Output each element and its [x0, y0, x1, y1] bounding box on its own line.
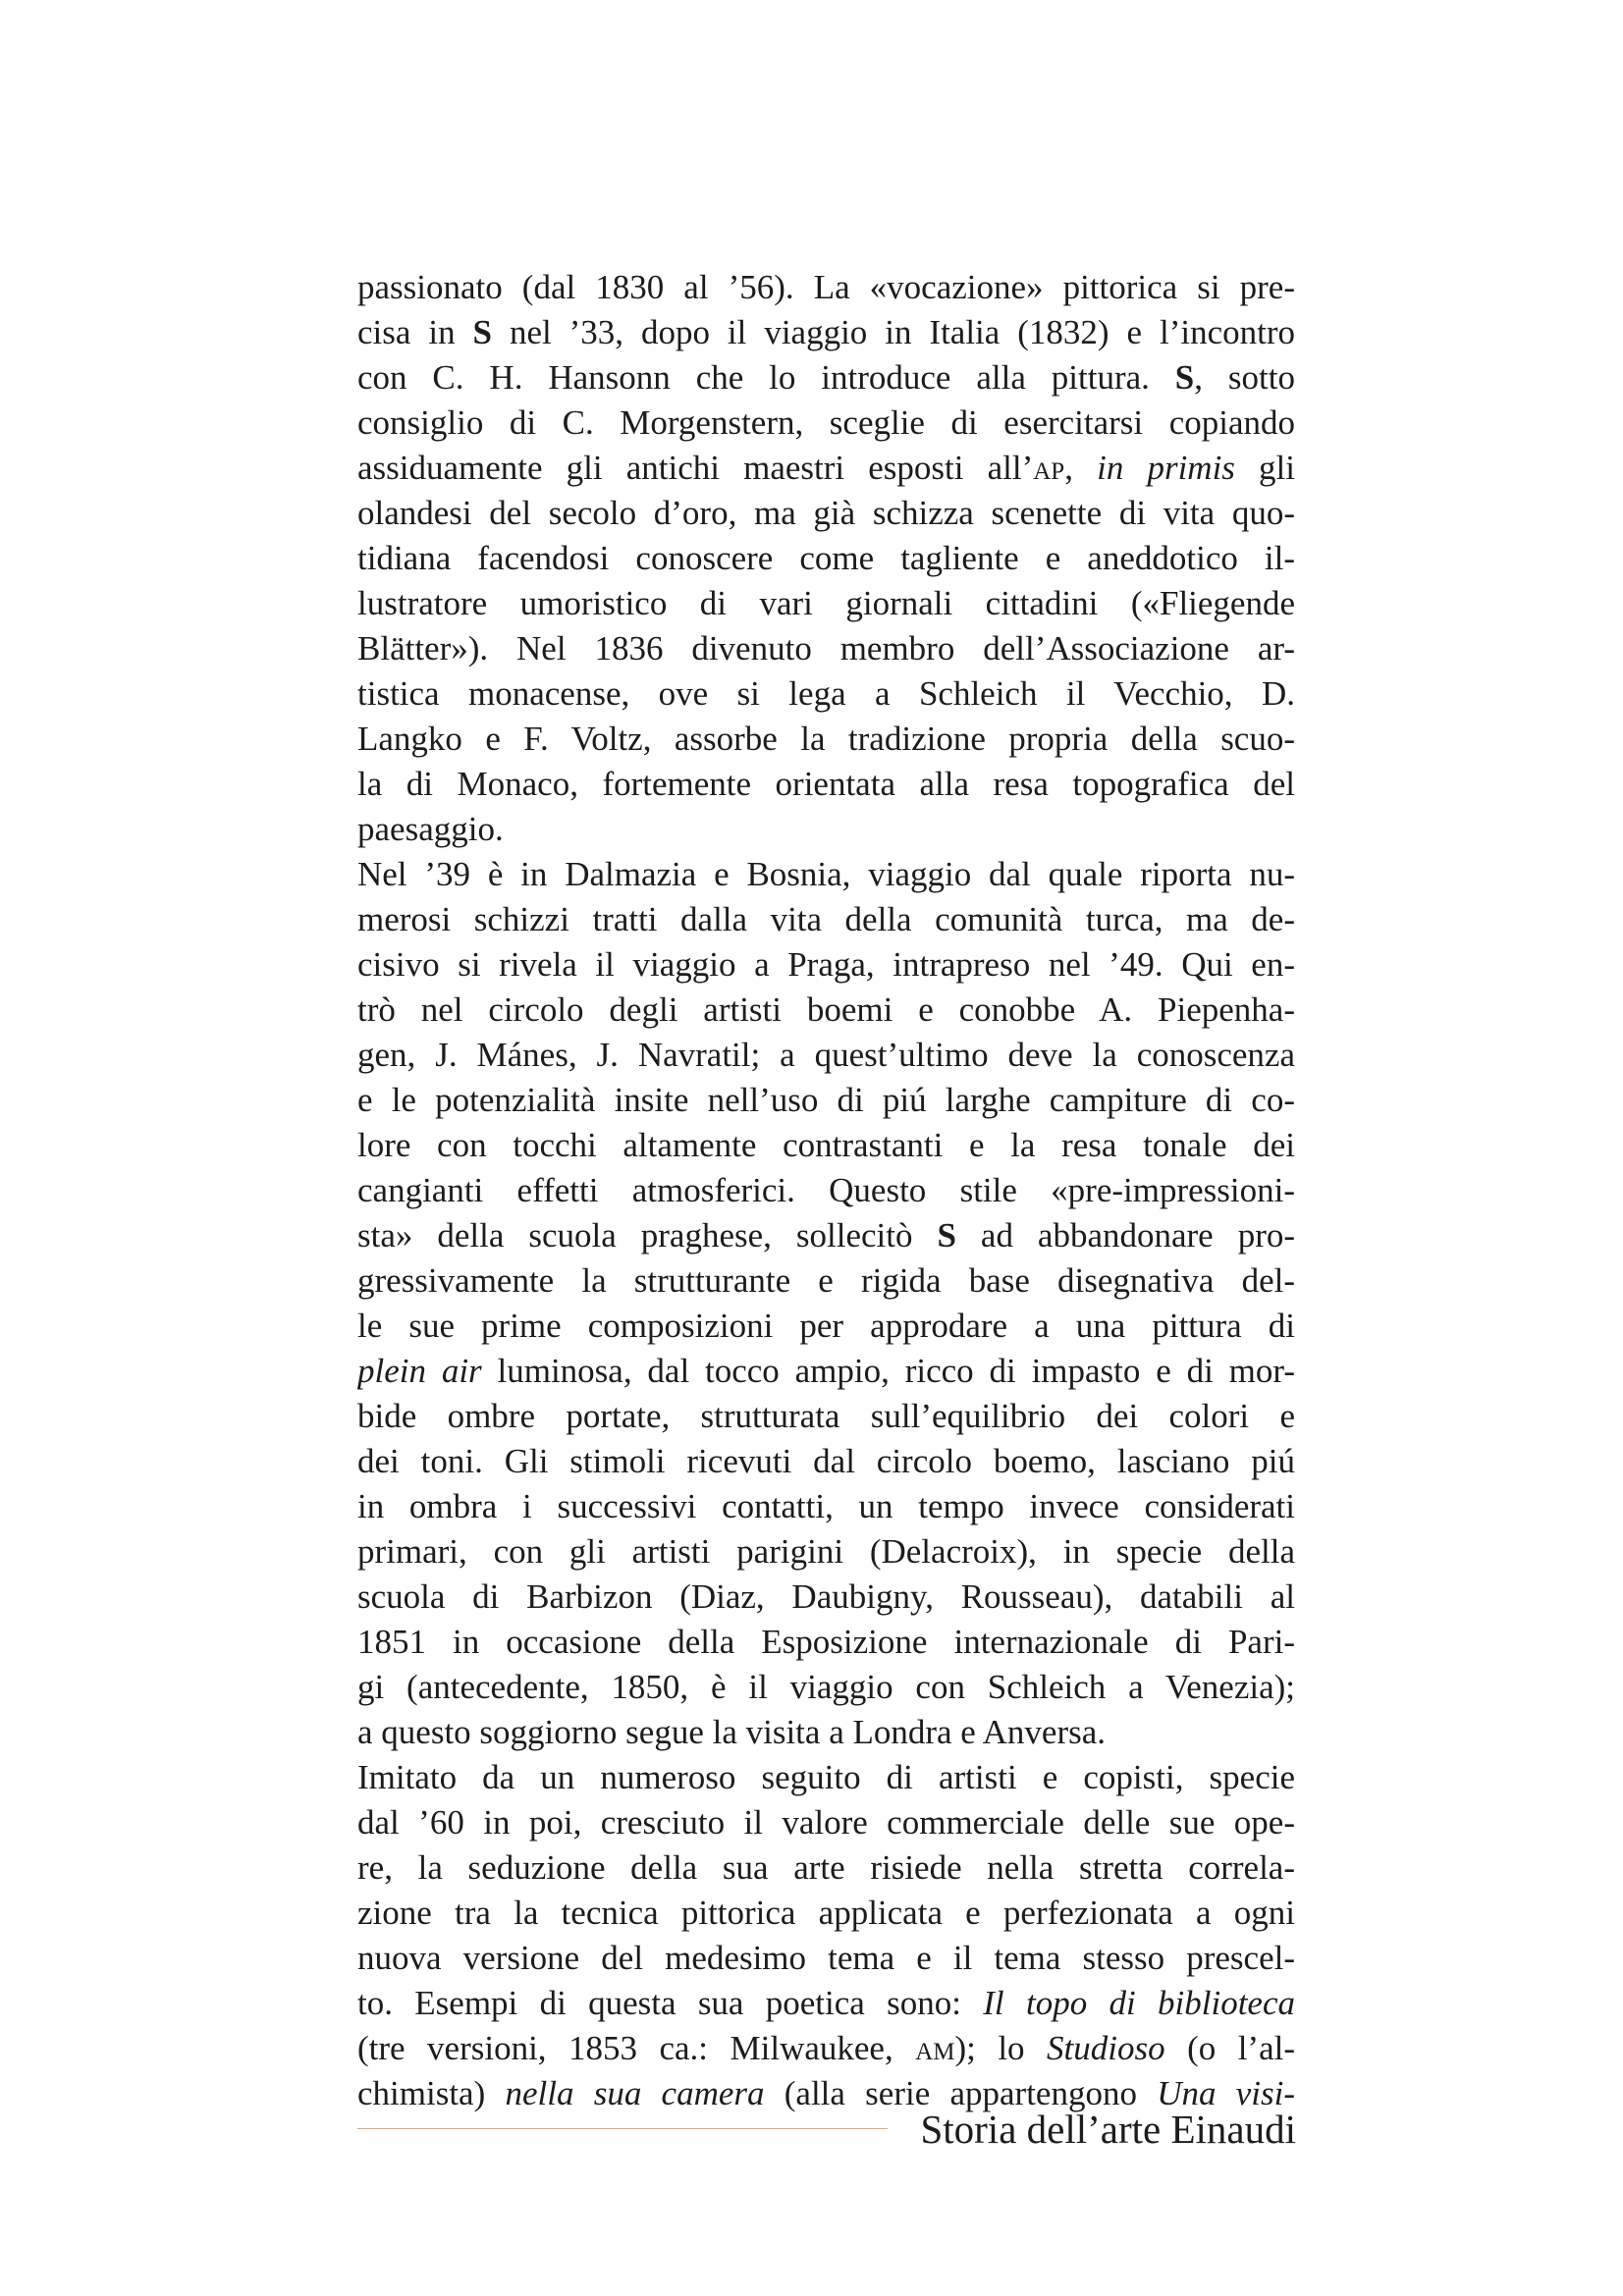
text-run: la di Monaco, fortemente orientata alla resa topografica del	[357, 765, 1295, 803]
text-run: lustratore umoristico di vari giornali cittadini («Fliegende	[357, 584, 1295, 622]
text-run: ad abbandonare pro-	[955, 1216, 1295, 1255]
text-run: scuola di Barbizon (Diaz, Daubigny, Rousseau), databili al	[357, 1577, 1295, 1616]
italic-text: Una visi-	[1157, 2074, 1295, 2112]
text-run: to. Esempi di questa sua poetica sono:	[357, 1984, 984, 2022]
italic-text: in primis	[1097, 449, 1235, 487]
text-run: consiglio di C. Morgenstern, sceglie di esercitarsi copiando	[357, 403, 1295, 442]
text-line	[357, 446, 1295, 491]
text-run: cisa in	[357, 313, 473, 351]
text-run: le sue prime composizioni per approdare a una pittura di	[357, 1307, 1295, 1345]
text-run: merosi schizzi tratti dalla vita della comunità turca, ma de-	[357, 900, 1295, 938]
text-run: trò nel circolo degli artisti boemi e conobbe A. Piepenha-	[357, 990, 1295, 1029]
text-line	[357, 717, 1295, 762]
text-line	[357, 942, 1295, 988]
bold-text: S	[472, 313, 492, 351]
text-run: primari, con gli artisti parigini (Delacroix), in specie della	[357, 1532, 1295, 1571]
text-run: ); lo	[954, 2029, 1048, 2067]
text-line	[357, 581, 1295, 626]
text-line	[357, 762, 1295, 807]
text-run: luminosa, dal tocco ampio, ricco di impasto e di mor-	[481, 1352, 1295, 1390]
italic-text: nella sua camera	[505, 2074, 765, 2112]
italic-text: plein air	[357, 1352, 482, 1390]
text-run: Nel ’39 è in Dalmazia e Bosnia, viaggio dal quale riporta nu-	[357, 855, 1295, 893]
text-run: in ombra i successivi contatti, un tempo invece considerati	[357, 1487, 1295, 1525]
text-line	[357, 897, 1295, 942]
text-line	[357, 852, 1295, 897]
text-line	[357, 626, 1295, 671]
text-line	[357, 1213, 1295, 1258]
small-caps-text: ap	[1033, 449, 1065, 487]
text-line	[357, 988, 1295, 1033]
text-line	[357, 536, 1295, 581]
text-run: gli	[1234, 449, 1295, 487]
text-line	[357, 2026, 1295, 2071]
text-run: bide ombre portate, strutturata sull’equilibrio dei colori e	[357, 1397, 1295, 1435]
text-run: gressivamente la strutturante e rigida base disegnativa del-	[357, 1261, 1295, 1300]
text-line	[357, 1755, 1295, 1800]
text-run: lore con tocchi altamente contrastanti e la resa tonale dei	[357, 1126, 1295, 1164]
text-run: gen, J. Mánes, J. Navratil; a quest’ultimo deve la conoscenza	[357, 1036, 1295, 1074]
text-run: dei toni. Gli stimoli ricevuti dal circolo boemo, lasciano piú	[357, 1442, 1295, 1480]
text-line	[357, 1304, 1295, 1349]
text-run: con C. H. Hansonn che lo introduce alla pittura.	[357, 358, 1175, 397]
text-line	[357, 1349, 1295, 1394]
text-line	[357, 671, 1295, 717]
text-run: Imitato da un numeroso seguito di artisti e copisti, specie	[357, 1758, 1295, 1796]
text-run: gi (antecedente, 1850, è il viaggio con Schleich a Venezia);	[357, 1668, 1295, 1706]
text-line	[357, 1529, 1295, 1575]
text-line	[357, 1891, 1295, 1936]
footer-rule	[357, 2128, 888, 2129]
text-line	[357, 1033, 1295, 1078]
bold-text: S	[937, 1216, 956, 1255]
text-line	[357, 1665, 1295, 1710]
text-line	[357, 1936, 1295, 1981]
text-run: cisivo si rivela il viaggio a Praga, intrapreso nel ’49. Qui en-	[357, 945, 1295, 984]
text-line	[357, 1845, 1295, 1891]
text-run: (alla serie appartengono	[764, 2074, 1158, 2112]
text-line	[357, 1123, 1295, 1168]
footer-title: Storia dell’arte Einaudi	[920, 2107, 1296, 2152]
text-run: tidiana facendosi conoscere come tagliente e aneddotico il-	[357, 539, 1295, 577]
text-line	[357, 265, 1295, 310]
text-line	[357, 355, 1295, 400]
text-run: paesaggio.	[357, 810, 504, 848]
bold-text: S	[1174, 358, 1195, 397]
text-line	[357, 807, 1295, 852]
text-run: 1851 in occasione della Esposizione internazionale di Pari-	[357, 1623, 1295, 1661]
text-line	[357, 491, 1295, 536]
text-run: e le potenzialità insite nell’uso di piú larghe campiture di co-	[357, 1081, 1295, 1119]
italic-text: Studioso	[1047, 2029, 1165, 2067]
text-line	[357, 1439, 1295, 1484]
text-run: assiduamente gli antichi maestri esposti all’	[357, 449, 1034, 487]
text-line	[357, 310, 1295, 355]
text-run: zione tra la tecnica pittorica applicata e perfezionata a ogni	[357, 1894, 1295, 1932]
text-line	[357, 400, 1295, 446]
text-line	[357, 1620, 1295, 1665]
text-run: nuova versione del medesimo tema e il tema stesso prescel-	[357, 1939, 1295, 1977]
text-line	[357, 1800, 1295, 1845]
italic-text: Il topo di biblioteca	[983, 1984, 1295, 2022]
text-line	[357, 1394, 1295, 1439]
text-run: a questo soggiorno segue la visita a Londra e Anversa.	[357, 1713, 1107, 1751]
text-run: ,	[1064, 449, 1098, 487]
text-line	[357, 1981, 1295, 2026]
body-text	[357, 265, 1295, 2116]
text-line	[357, 1710, 1295, 1755]
small-caps-text: am	[915, 2029, 955, 2067]
text-run: , sotto	[1194, 358, 1295, 397]
text-run: olandesi del secolo d’oro, ma già schizza scenette di vita quo-	[357, 494, 1295, 532]
text-run: sta» della scuola praghese, sollecitò	[357, 1216, 938, 1255]
text-line	[357, 1258, 1295, 1304]
text-run: Langko e F. Voltz, assorbe la tradizione propria della scuo-	[357, 720, 1295, 758]
text-line	[357, 1078, 1295, 1123]
text-run: cangianti effetti atmosferici. Questo stile «pre-impressioni-	[357, 1171, 1295, 1209]
text-run: tistica monacense, ove si lega a Schleich il Vecchio, D.	[357, 674, 1295, 713]
text-run: re, la seduzione della sua arte risiede nella stretta correla-	[357, 1848, 1295, 1887]
text-run: (o l’al-	[1164, 2029, 1295, 2067]
text-run: passionato (dal 1830 al ’56). La «vocazione» pittorica si pre-	[357, 268, 1295, 306]
text-run: (tre versioni, 1853 ca.: Milwaukee,	[357, 2029, 916, 2067]
text-run: chimista)	[357, 2074, 506, 2112]
text-line	[357, 1168, 1295, 1213]
text-run: nel ’33, dopo il viaggio in Italia (1832) e l’incontro	[492, 313, 1295, 351]
text-run: dal ’60 in poi, cresciuto il valore commerciale delle sue ope-	[357, 1803, 1295, 1842]
text-line	[357, 1575, 1295, 1620]
text-run: Blätter»). Nel 1836 divenuto membro dell’Associazione ar-	[357, 629, 1295, 667]
text-line	[357, 1484, 1295, 1529]
